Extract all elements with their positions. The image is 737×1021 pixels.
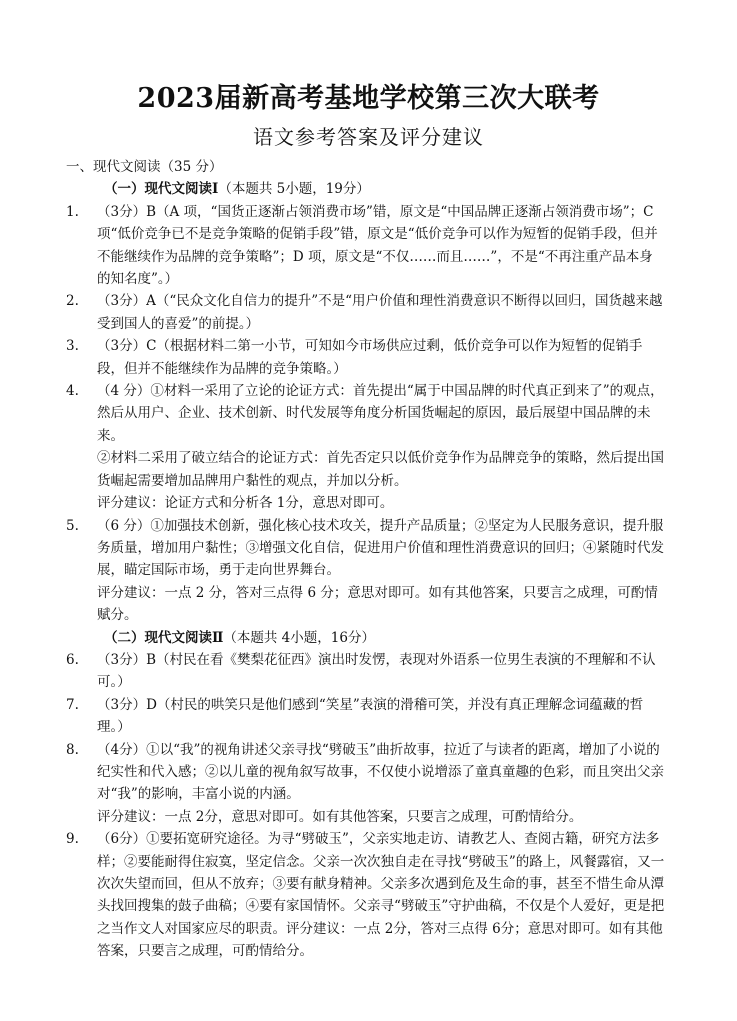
answer-text: （3分）B（A 项，“国货正逐渐占领消费市场”错，原文是“中国品牌正逐渐占领消费市场”；C 项“低价竞争已不是竞争策略的促销手段”错，原文是“低价竞争可以作为短暂的促销手段，但并不能继续作为品牌的竞争策略”；D 项，原文是“不仅……而且……”，不是“不再注重产品本身的知名度”。） [97,203,658,288]
question-number: 7. [66,696,79,713]
question-number: 2. [66,293,79,310]
answer-text: （4分）①以“我”的视角讲述父亲寻找“劈破玉”曲折故事，拉近了与读者的距离，增加了小说的纪实性和代入感；②以儿童的视角叙写故事，不仅使小说增添了童真童趣的色彩，而且突出父亲对“我”的影响，丰富小说的内涵。 [97,741,664,803]
question-9 [66,828,666,962]
scoring-note: 评分建议：一点 2 分，答对三点得 6 分；意思对即可。如有其他答案，只要言之成理，可酌情赋分。 [97,584,658,624]
answer-text: （3分）C（根据材料二第一小节，可知如今市场供应过剩，低价竞争可以作为短暂的促销手段，但并不能继续作为品牌的竞争策略。） [97,338,643,377]
answer-text: （3分）B（村民在看《樊梨花征西》演出时发愣，表现对外语系一位男生表演的不理解和不认可。） [97,651,656,691]
question-number: 9. [66,831,79,848]
answer-text: （3分）A（“民众文化自信力的提升”不是“用户价值和理性消费意识不断得以回归，国货越来越受到国人的喜爱”的前提。） [97,293,663,332]
question-number: 1. [66,203,79,220]
answer-text: （4 分）①材料一采用了立论的论证方式：首先提出“属于中国品牌的时代真正到来了”的观点，然后从用户、企业、技术创新、时代发展等角度分析国货崛起的原因，最后展望中国品牌的未来。 [97,383,664,444]
exam-title: 2023届新高考基地学校第三次大联考 [137,83,600,114]
question-number: 4. [66,383,79,400]
subsection-title: （二）现代文阅读Ⅱ [104,629,224,646]
question-7 [66,694,666,739]
subsection-title: （一）现代文阅读Ⅰ [104,181,219,198]
question-number: 3. [66,338,79,355]
question-5 [66,515,666,627]
subsection-meta: （本题共 5小题，19分） [218,181,370,198]
question-number: 6. [66,651,79,668]
question-4 [66,380,666,514]
section-heading: 一、现代文阅读（35 分） [66,159,223,175]
question-2 [66,290,666,335]
answer-body [66,156,666,963]
answer-text: （3分）D（村民的哄笑只是他们感到“笑星”表演的滑稽可笑，并没有真正理解念词蕴藏的哲理。） [97,696,644,736]
answer-text: ②材料二采用了破立结合的论证方式：首先否定只以低价竞争作为品牌竞争的策略，然后提出国货崛起需要增加品牌用户黏性的观点，并加以分析。 [97,450,664,489]
question-3 [66,335,666,380]
subsection-heading-1 [66,178,666,200]
question-1 [66,201,666,291]
question-number: 5. [66,517,79,534]
answer-text: （6 分）①加强技术创新，强化核心技术攻关，提升产品质量；②坚定为人民服务意识，提升服务质量，增加用户黏性；③增强文化自信，促进用户价值和理性消费意识的回归；④紧随时代发展，瞄定国际市场，勇于走向世界舞台。 [97,517,664,579]
answer-text: （6分）①要拓宽研究途径。为寻“劈破玉”，父亲实地走访、请教艺人、查阅古籍，研究方法多样；②要能耐得住寂寞，坚定信念。父亲一次次独自走在寻找“劈破玉”的路上，风餐露宿，又一次次失望而回，但从不放弃；③要有献身精神。父亲多次遇到危及生命的事，甚至不惜生命从潭头找回搜集的鼓子曲稿；④要有家国情怀。父亲寻“劈破玉”守护曲稿，不仅是个人爱好，更是把之当作文人对国家应尽的职责。评分建议：一点 2分，答对三点得 6分；意思对即可。如有其他答案，只要言之成理，可酌情给分。 [97,831,665,960]
scoring-note: 评分建议：一点 2分，意思对即可。如有其他答案，只要言之成理，可酌情给分。 [97,808,583,825]
question-number: 8. [66,741,79,758]
question-6 [66,649,666,694]
subsection-meta: （本题共 4小题，16分） [223,629,375,646]
scoring-note: 评分建议：论证方式和分析各 1分，意思对即可。 [97,495,394,512]
subsection-heading-2 [66,627,666,649]
document-subtitle: 语文参考答案及评分建议 [253,125,484,149]
question-8 [66,739,666,829]
